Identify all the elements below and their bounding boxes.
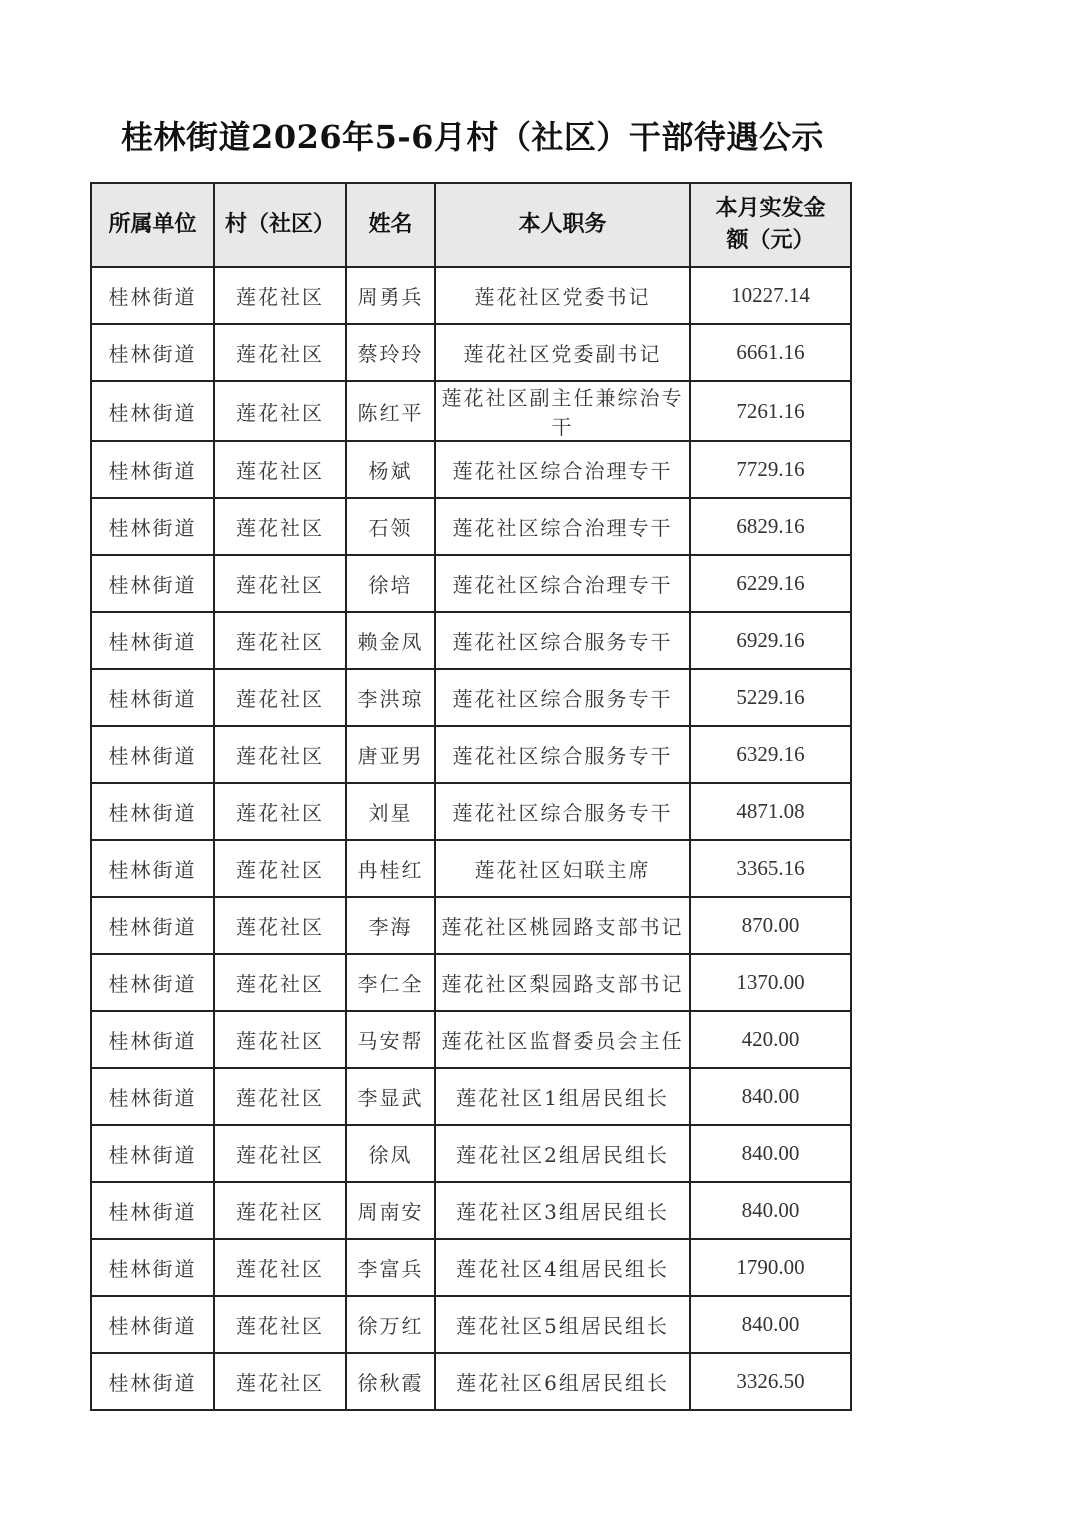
cell-amount: 6829.16	[690, 498, 851, 555]
cell-community: 莲花社区	[214, 324, 346, 381]
cell-position: 莲花社区副主任兼综治专干	[435, 381, 690, 441]
cell-community: 莲花社区	[214, 840, 346, 897]
table-header	[91, 183, 851, 267]
cell-community: 莲花社区	[214, 897, 346, 954]
table-row	[91, 381, 851, 441]
cell-name: 杨斌	[346, 441, 435, 498]
cell-position: 莲花社区综合治理专干	[435, 441, 690, 498]
cell-amount: 870.00	[690, 897, 851, 954]
cell-amount: 840.00	[690, 1182, 851, 1239]
cell-amount: 3365.16	[690, 840, 851, 897]
cell-community: 莲花社区	[214, 783, 346, 840]
table-row	[91, 1353, 851, 1410]
cell-unit: 桂林街道	[91, 1239, 214, 1296]
cell-position: 莲花社区梨园路支部书记	[435, 954, 690, 1011]
header-unit: 所属单位	[91, 183, 214, 267]
table-row	[91, 897, 851, 954]
cell-position: 莲花社区党委书记	[435, 267, 690, 324]
cell-unit: 桂林街道	[91, 1296, 214, 1353]
cell-amount: 10227.14	[690, 267, 851, 324]
table-row	[91, 840, 851, 897]
table-row	[91, 498, 851, 555]
cell-position: 莲花社区综合服务专干	[435, 669, 690, 726]
cell-name: 赖金凤	[346, 612, 435, 669]
table-row	[91, 267, 851, 324]
table-body	[91, 267, 851, 1410]
cell-amount: 3326.50	[690, 1353, 851, 1410]
cell-name: 徐万红	[346, 1296, 435, 1353]
document-title: 桂林街道2026年5-6月村（社区）干部待遇公示	[121, 118, 824, 156]
table-row	[91, 1182, 851, 1239]
cell-amount: 4871.08	[690, 783, 851, 840]
cell-name: 徐凤	[346, 1125, 435, 1182]
cell-name: 李显武	[346, 1068, 435, 1125]
payroll-table	[90, 182, 852, 1411]
cell-name: 周勇兵	[346, 267, 435, 324]
cell-unit: 桂林街道	[91, 498, 214, 555]
cell-position: 莲花社区妇联主席	[435, 840, 690, 897]
cell-amount: 6229.16	[690, 555, 851, 612]
cell-amount: 6929.16	[690, 612, 851, 669]
cell-amount: 420.00	[690, 1011, 851, 1068]
cell-unit: 桂林街道	[91, 555, 214, 612]
cell-community: 莲花社区	[214, 1011, 346, 1068]
table-row	[91, 669, 851, 726]
cell-name: 唐亚男	[346, 726, 435, 783]
cell-community: 莲花社区	[214, 954, 346, 1011]
cell-unit: 桂林街道	[91, 1182, 214, 1239]
table-row	[91, 324, 851, 381]
table-row	[91, 612, 851, 669]
cell-amount: 6329.16	[690, 726, 851, 783]
header-amount: 本月实发金额（元）	[690, 183, 851, 267]
cell-position: 莲花社区4组居民组长	[435, 1239, 690, 1296]
cell-name: 蔡玲玲	[346, 324, 435, 381]
cell-name: 李洪琼	[346, 669, 435, 726]
cell-community: 莲花社区	[214, 1068, 346, 1125]
cell-position: 莲花社区综合治理专干	[435, 498, 690, 555]
header-position: 本人职务	[435, 183, 690, 267]
cell-amount: 840.00	[690, 1068, 851, 1125]
cell-unit: 桂林街道	[91, 324, 214, 381]
header-name: 姓名	[346, 183, 435, 267]
cell-position: 莲花社区5组居民组长	[435, 1296, 690, 1353]
table-row	[91, 1125, 851, 1182]
table-row	[91, 726, 851, 783]
cell-unit: 桂林街道	[91, 726, 214, 783]
cell-name: 徐培	[346, 555, 435, 612]
cell-unit: 桂林街道	[91, 1011, 214, 1068]
cell-name: 陈红平	[346, 381, 435, 441]
cell-unit: 桂林街道	[91, 1125, 214, 1182]
cell-position: 莲花社区2组居民组长	[435, 1125, 690, 1182]
cell-position: 莲花社区综合服务专干	[435, 726, 690, 783]
cell-community: 莲花社区	[214, 267, 346, 324]
cell-position: 莲花社区3组居民组长	[435, 1182, 690, 1239]
cell-unit: 桂林街道	[91, 441, 214, 498]
cell-amount: 1790.00	[690, 1239, 851, 1296]
cell-name: 徐秋霞	[346, 1353, 435, 1410]
table-row	[91, 1068, 851, 1125]
cell-amount: 6661.16	[690, 324, 851, 381]
cell-name: 刘星	[346, 783, 435, 840]
cell-position: 莲花社区综合服务专干	[435, 783, 690, 840]
cell-community: 莲花社区	[214, 1182, 346, 1239]
table-row	[91, 1296, 851, 1353]
cell-community: 莲花社区	[214, 1125, 346, 1182]
header-row	[91, 183, 851, 267]
cell-community: 莲花社区	[214, 1239, 346, 1296]
cell-position: 莲花社区综合服务专干	[435, 612, 690, 669]
cell-position: 莲花社区桃园路支部书记	[435, 897, 690, 954]
cell-unit: 桂林街道	[91, 897, 214, 954]
table-row	[91, 555, 851, 612]
cell-community: 莲花社区	[214, 1296, 346, 1353]
cell-unit: 桂林街道	[91, 1068, 214, 1125]
cell-amount: 7729.16	[690, 441, 851, 498]
cell-unit: 桂林街道	[91, 669, 214, 726]
cell-unit: 桂林街道	[91, 381, 214, 441]
cell-name: 李海	[346, 897, 435, 954]
cell-name: 石领	[346, 498, 435, 555]
cell-amount: 7261.16	[690, 381, 851, 441]
cell-community: 莲花社区	[214, 726, 346, 783]
cell-name: 冉桂红	[346, 840, 435, 897]
cell-amount: 840.00	[690, 1125, 851, 1182]
cell-community: 莲花社区	[214, 612, 346, 669]
cell-position: 莲花社区党委副书记	[435, 324, 690, 381]
cell-position: 莲花社区6组居民组长	[435, 1353, 690, 1410]
cell-unit: 桂林街道	[91, 840, 214, 897]
table-row	[91, 1239, 851, 1296]
cell-amount: 5229.16	[690, 669, 851, 726]
cell-community: 莲花社区	[214, 669, 346, 726]
cell-unit: 桂林街道	[91, 267, 214, 324]
cell-position: 莲花社区1组居民组长	[435, 1068, 690, 1125]
cell-unit: 桂林街道	[91, 1353, 214, 1410]
cell-unit: 桂林街道	[91, 783, 214, 840]
cell-community: 莲花社区	[214, 1353, 346, 1410]
cell-community: 莲花社区	[214, 381, 346, 441]
cell-name: 李富兵	[346, 1239, 435, 1296]
table-row	[91, 1011, 851, 1068]
table-row	[91, 954, 851, 1011]
cell-community: 莲花社区	[214, 441, 346, 498]
header-community: 村（社区）	[214, 183, 346, 267]
cell-community: 莲花社区	[214, 555, 346, 612]
cell-amount: 840.00	[690, 1296, 851, 1353]
cell-amount: 1370.00	[690, 954, 851, 1011]
cell-name: 周南安	[346, 1182, 435, 1239]
cell-name: 马安帮	[346, 1011, 435, 1068]
table-row	[91, 441, 851, 498]
cell-community: 莲花社区	[214, 498, 346, 555]
cell-name: 李仁全	[346, 954, 435, 1011]
cell-unit: 桂林街道	[91, 954, 214, 1011]
cell-unit: 桂林街道	[91, 612, 214, 669]
table-row	[91, 783, 851, 840]
cell-position: 莲花社区监督委员会主任	[435, 1011, 690, 1068]
cell-position: 莲花社区综合治理专干	[435, 555, 690, 612]
